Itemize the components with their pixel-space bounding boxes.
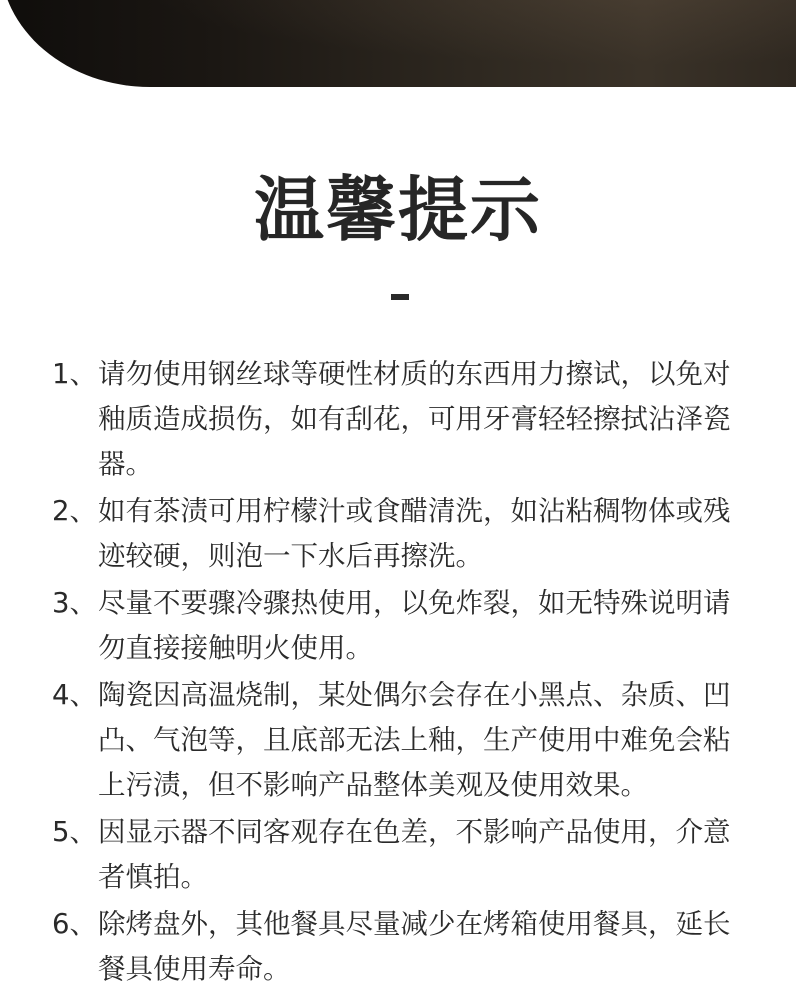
tip-text: 因显示器不同客观存在色差，不影响产品使用，介意者慎拍。 — [98, 816, 731, 893]
tip-number: 1、 — [52, 358, 97, 390]
tip-text: 陶瓷因高温烧制，某处偶尔会存在小黑点、杂质、凹凸、气泡等，且底部无法上釉，生产使用中难免会粘上污渍，但不影响产品整体美观及使用效果。 — [98, 679, 731, 801]
list-item — [52, 673, 742, 808]
tip-number: 5、 — [52, 816, 97, 848]
tip-text: 除烤盘外，其他餐具尽量减少在烤箱使用餐具，延长餐具使用寿命。 — [98, 908, 731, 985]
banner-image — [0, 0, 796, 87]
list-item — [52, 810, 742, 900]
title-divider — [391, 294, 409, 300]
list-item — [52, 902, 742, 992]
tip-text: 请勿使用钢丝球等硬性材质的东西用力擦试，以免对釉质造成损伤，如有刮花，可用牙膏轻轻擦拭沾泽瓷器。 — [98, 358, 731, 480]
page-title: 温馨提示 — [254, 169, 542, 251]
tips-list — [52, 352, 742, 994]
tip-number: 4、 — [52, 679, 97, 711]
tip-number: 2、 — [52, 495, 97, 527]
list-item — [52, 581, 742, 671]
tip-text: 如有茶渍可用柠檬汁或食醋清洗，如沾粘稠物体或残迹较硬，则泡一下水后再擦洗。 — [98, 495, 731, 572]
tip-number: 3、 — [52, 587, 97, 619]
tip-number: 6、 — [52, 908, 97, 940]
list-item — [52, 352, 742, 487]
list-item — [52, 489, 742, 579]
header-banner — [0, 0, 796, 87]
tip-text: 尽量不要骤冷骤热使用，以免炸裂，如无特殊说明请勿直接接触明火使用。 — [98, 587, 731, 664]
